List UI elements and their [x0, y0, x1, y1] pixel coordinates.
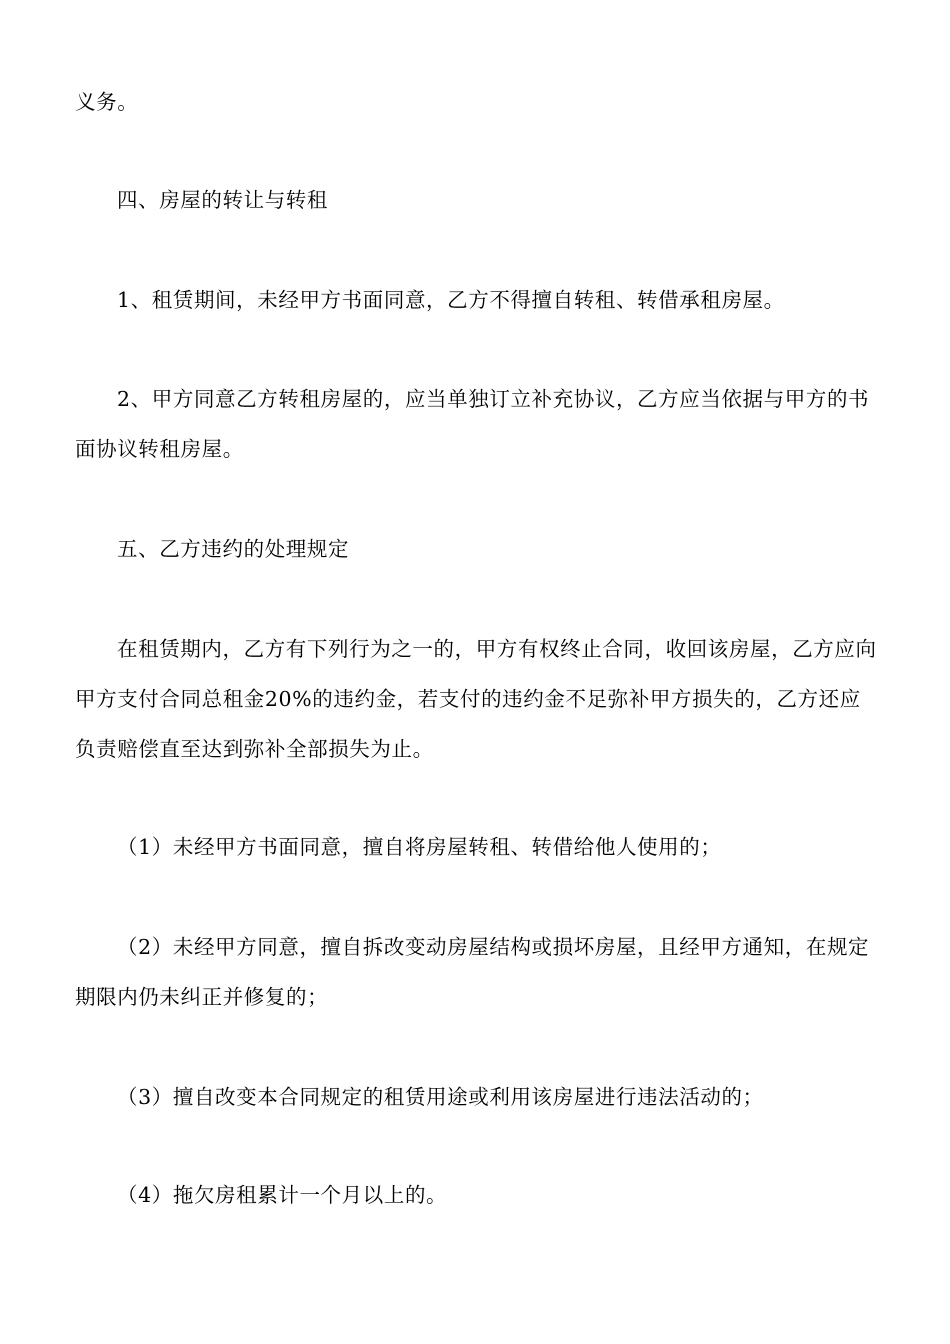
clause-4-2: 2、甲方同意乙方转租房屋的，应当单独订立补充协议，乙方应当依据与甲方的书面协议转租房屋。: [75, 387, 870, 461]
clause-5-item-2: （2）未经甲方同意，擅自拆改变动房屋结构或损坏房屋，且经甲方通知，在规定期限内仍未纠正并修复的；: [75, 935, 870, 1009]
section-heading-4: 四、房屋的转让与转租: [117, 188, 328, 212]
section-heading-5: 五、乙方违约的处理规定: [117, 537, 350, 561]
clause-5-item-4: （4）拖欠房租累计一个月以上的。: [117, 1183, 448, 1207]
clause-5-intro: 在租赁期内，乙方有下列行为之一的，甲方有权终止合同，收回该房屋，乙方应向甲方支付合同总租金20%的违约金，若支付的违约金不足弥补甲方损失的，乙方还应负责赔偿直至达到弥补全部损失为止。: [75, 637, 877, 761]
clause-5-item-1: （1）未经甲方书面同意，擅自将房屋转租、转借给他人使用的；: [117, 835, 722, 859]
clause-5-item-3: （3）擅自改变本合同规定的租赁用途或利用该房屋进行违法活动的；: [117, 1085, 764, 1109]
paragraph-continuation: 义务。: [75, 90, 139, 114]
clause-4-1: 1、租赁期间，未经甲方书面同意，乙方不得擅自转租、转借承租房屋。: [117, 288, 785, 312]
